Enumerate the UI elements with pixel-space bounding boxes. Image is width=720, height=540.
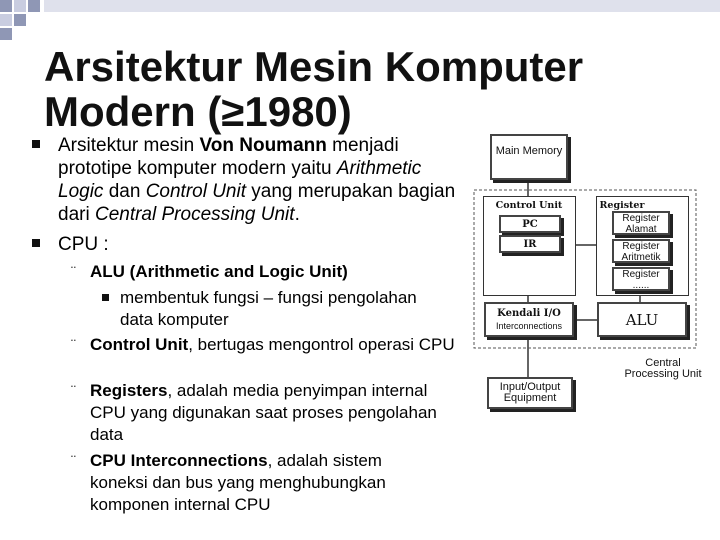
register-label: Register xyxy=(599,200,645,211)
bullet-marker xyxy=(32,239,40,247)
sub-bullet-alu: ¨ ALU (Arithmetic and Logic Unit) xyxy=(71,262,348,281)
pc-box xyxy=(499,215,561,233)
bullet-cpu: CPU : xyxy=(58,233,258,256)
io-equipment-box xyxy=(487,377,573,409)
control-unit-label: Control Unit xyxy=(495,200,563,211)
sub-sub-bullet-alu-desc: membentuk fungsi – fungsi pengolahan data komputer xyxy=(120,287,450,331)
alu-box xyxy=(597,302,687,337)
register-arithmetic-label: Register Aritmetik xyxy=(621,241,661,263)
page-title: Arsitektur Mesin Komputer Modern (≥1980) xyxy=(44,43,584,135)
ir-label: IR xyxy=(523,239,537,250)
register-arithmetic-box xyxy=(612,239,670,263)
main-memory-label: Main Memory xyxy=(495,145,563,157)
bullet-marker xyxy=(102,294,109,301)
pc-label: PC xyxy=(522,219,538,230)
io-equipment-label: Input/Output Equipment xyxy=(499,381,561,404)
bullet-von-neumann: Arsitektur mesin Von Noumann menjadi prototipe komputer modern yaitu Arithmetic Logic dan Control Unit yang merupakan bagian dari Central Processing Unit. xyxy=(58,134,458,226)
register-address-label: Register Alamat xyxy=(622,213,660,235)
main-memory-box xyxy=(490,134,568,180)
cpu-caption: Central Processing Unit xyxy=(624,357,702,380)
io-controller-label: Kendali I/O xyxy=(497,308,561,319)
interconnections-label: Interconnections xyxy=(495,321,563,331)
io-controller-box xyxy=(484,302,574,337)
alu-label: ALU xyxy=(625,311,659,329)
sub-bullet-control-unit: ¨ Control Unit, bertugas mengontrol operasi CPU xyxy=(71,335,455,354)
sub-bullet-registers: ¨ Registers, adalah media penyimpan internal CPU yang digunakan saat proses pengolahan data xyxy=(71,381,437,444)
register-general-box xyxy=(612,267,670,291)
ir-box xyxy=(499,235,561,253)
bullet-marker xyxy=(32,140,40,148)
register-address-box xyxy=(612,211,670,235)
sub-bullet-interconnections: ¨ CPU Interconnections, adalah sistem koneksi dan bus yang menghubungkan komponen internal CPU xyxy=(71,451,386,514)
register-general-label: Register ...... xyxy=(622,269,660,291)
